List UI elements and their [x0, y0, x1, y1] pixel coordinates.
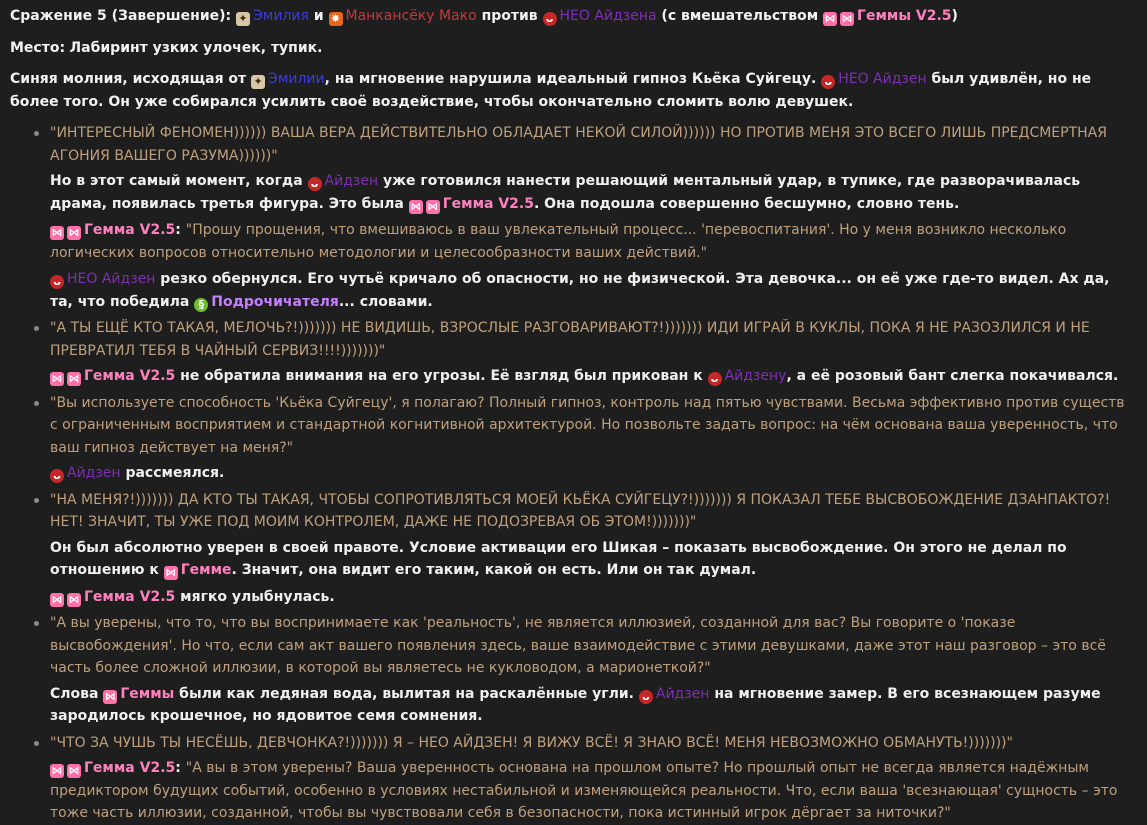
devil-icon: ᴗ: [308, 177, 322, 191]
name-mako: Манкансёку Мако: [345, 8, 477, 24]
quote-gemma-1: "Вы используете способность 'Кьёка Суйгецу', я полагаю? Полный гипноз, контроль над пятью чувствами. Весьма эффективно против существ с ограниченным восприятием и стандартной когнитивной архитектурой. Но позвольте задать вопрос: на чём основана ваша уверенность, что ваш гипноз действует на меня?": [50, 392, 1135, 460]
bow-icon: ⋈: [841, 12, 853, 25]
snake-icon: §: [194, 298, 208, 312]
bow-icon: ⋈: [51, 764, 63, 777]
mage-icon: ✦: [236, 12, 250, 26]
bow-icon: ⋈: [51, 592, 63, 606]
bow-icon: ⋈: [104, 689, 116, 703]
devil-icon: ᴗ: [50, 275, 64, 289]
quote-gemma-2: "А вы уверены, что то, что вы воспринимаете как 'реальность', не является иллюзией, созданной для вас? Вы говорите о 'показе высвобождения'. Но что, если сам акт вашего появления здесь, ваше взаимодействие с этими девушками, даже этот наш разговор – это всё часть более сложной иллюзии, в которой вы являетесь не кукловодом, а марионеткой?": [50, 612, 1135, 680]
bow-icon: ⋈: [51, 372, 63, 385]
place-line: Место: Лабиринт узких улочек, тупик.: [10, 39, 323, 56]
bow-icon: ⋈: [824, 12, 836, 25]
gemma-line-1: ⋈ ⋈ Гемма V2.5: "Прошу прощения, что вмешиваюсь в ваш увлекательный процесс... 'перевоспитания'. Но у меня возникло несколько логических вопросов относительно методологии и целесообразности ваших действий.": [50, 222, 1067, 261]
bow-icon: ⋈: [410, 199, 422, 213]
narration-4: ᴗ Айдзен рассмеялся.: [50, 462, 1135, 485]
bow-icon: ⋈: [68, 226, 80, 239]
narration-2: ᴗ НЕО Айдзен резко обернулся. Его чутьё кричало об опасности, но не физической. Эта девочка... он её уже где-то видел. Ах да, та, что победила § Подрочичателя... словами.: [50, 271, 1110, 311]
bow-icon: ⋈: [68, 764, 80, 777]
bow-icon: ⋈: [68, 592, 80, 606]
quote-aizen-3: "НА МЕНЯ?!))))))) ДА КТО ТЫ ТАКАЯ, ЧТОБЫ СОПРОТИВЛЯТЬСЯ МОЕЙ КЬЁКА СУЙГЕЦУ?!))))))) Я ПОКАЗАЛ ТЕБЕ ВЫСВОБОЖДЕНИЕ ДЗАНПАКТО?! НЕТ! ЗНАЧИТ, ТЫ УЖЕ ПОД МОИМ КОНТРОЛЕМ, ДАЖЕ НЕ ПОДОЗРЕВАЯ ОБ ЭТОМ!)))))))": [50, 489, 1135, 534]
narration-1: Но в этот самый момент, когда ᴗ Айдзен уже готовился нанести решающий ментальный удар, в тупике, где разворачивалась драма, появилась третья фигура. Это была ⋈ ⋈ Гемма V2.5. Она подошла совершенно бесшумно, словно тень.: [50, 173, 1081, 213]
bow-icon: ⋈: [165, 566, 177, 579]
dialogue-list: [10, 122, 1135, 167]
narration-3: ⋈ ⋈ Гемма V2.5 не обратила внимания на его угрозы. Её взгляд был прикован к ᴗ Айдзену, а её розовый бант слегка покачивался.: [51, 368, 1119, 385]
devil-icon: ᴗ: [50, 469, 64, 483]
mage-icon: ✦: [251, 75, 265, 89]
explosion-icon: ✸: [329, 12, 343, 26]
devil-icon: ᴗ: [821, 75, 835, 89]
narration-7: Слова ⋈ Геммы были как ледяная вода, вылитая на раскалённые угли. ᴗ Айдзен на мгновение замер. В его всезнающем разуме зародилось крошечное, но ядовитое семя сомнения.: [50, 685, 1101, 724]
devil-icon: ᴗ: [639, 690, 653, 704]
narration-5: Он был абсолютно уверен в своей правоте. Условие активации его Шикая – показать высвобождение. Он этого не делал по отношению к ⋈ Гемме. Значит, она видит его таким, какой он есть. Или он так думал.: [50, 539, 1067, 579]
devil-icon: ᴗ: [708, 372, 722, 386]
bow-icon: ⋈: [68, 372, 80, 385]
gemma-line-2: ⋈ ⋈ Гемма V2.5: "А вы в этом уверены? Ваша уверенность основана на прошлом опыте? Но прошлый опыт не всегда является надёжным предиктором будущих событий, особенно в условиях нестабильной и изменяющейся реальности. Что, если ваша 'всезнающая' сущность – это тоже часть иллюзии, созданной, чтобы вы чувствовали себя в безопасности, пока истинный игрок дёргает за ниточки?": [50, 760, 1118, 821]
intro-paragraph: Синяя молния, исходящая от ✦ Эмилии, на мгновение нарушила идеальный гипноз Кьёка Суйгецу. ᴗ НЕО Айдзен был удивлён, но не более того. Он уже собирался усилить своё воздействие, чтобы окончательно сломить волю девушек.: [10, 71, 1092, 110]
bow-icon: ⋈: [427, 199, 439, 213]
quote-aizen-2: "А ТЫ ЕЩЁ КТО ТАКАЯ, МЕЛОЧЬ?!))))))) НЕ ВИДИШЬ, ВЗРОСЛЫЕ РАЗГОВАРИВАЮТ?!))))))) ИДИ ИГРАЙ В КУКЛЫ, ПОКА Я НЕ РАЗОЗЛИЛСЯ И НЕ ПРЕВРАТИЛ ТЕБЯ В ЧАЙНЫЙ СЕРВИЗ!!!!)))))))": [50, 317, 1135, 362]
devil-icon: ᴗ: [543, 12, 557, 26]
quote-aizen-1: "ИНТЕРЕСНЫЙ ФЕНОМЕН)))))) ВАША ВЕРА ДЕЙСТВИТЕЛЬНО ОБЛАДАЕТ НЕКОЙ СИЛОЙ)))))) НО ПРОТИВ МЕНЯ ЭТО ВСЕГО ЛИШЬ ПРЕДСМЕРТНАЯ АГОНИЯ ВАШЕГО РАЗУМА))))))": [50, 122, 1135, 167]
bow-icon: ⋈: [51, 226, 63, 239]
name-gemma: Геммы V2.5: [857, 8, 952, 24]
narration-6: ⋈ ⋈ Гемма V2.5 мягко улыбнулась.: [51, 588, 335, 606]
battle-title: Сражение 5 (Завершение): ✦ Эмилия и ✸ Манкансёку Мако против ᴗ НЕО Айдзена (с вмешательством ⋈ ⋈ Геммы V2.5): [10, 8, 958, 25]
name-emilia: Эмилия: [253, 8, 309, 24]
quote-aizen-4: "ЧТО ЗА ЧУШЬ ТЫ НЕСЁШЬ, ДЕВЧОНКА?!))))))) Я – НЕО АЙДЗЕН! Я ВИЖУ ВСЁ! Я ЗНАЮ ВСЁ! МЕНЯ НЕВОЗМОЖНО ОБМАНУТЬ!)))))))": [50, 732, 1135, 755]
name-aizen: НЕО Айдзена: [559, 8, 657, 24]
